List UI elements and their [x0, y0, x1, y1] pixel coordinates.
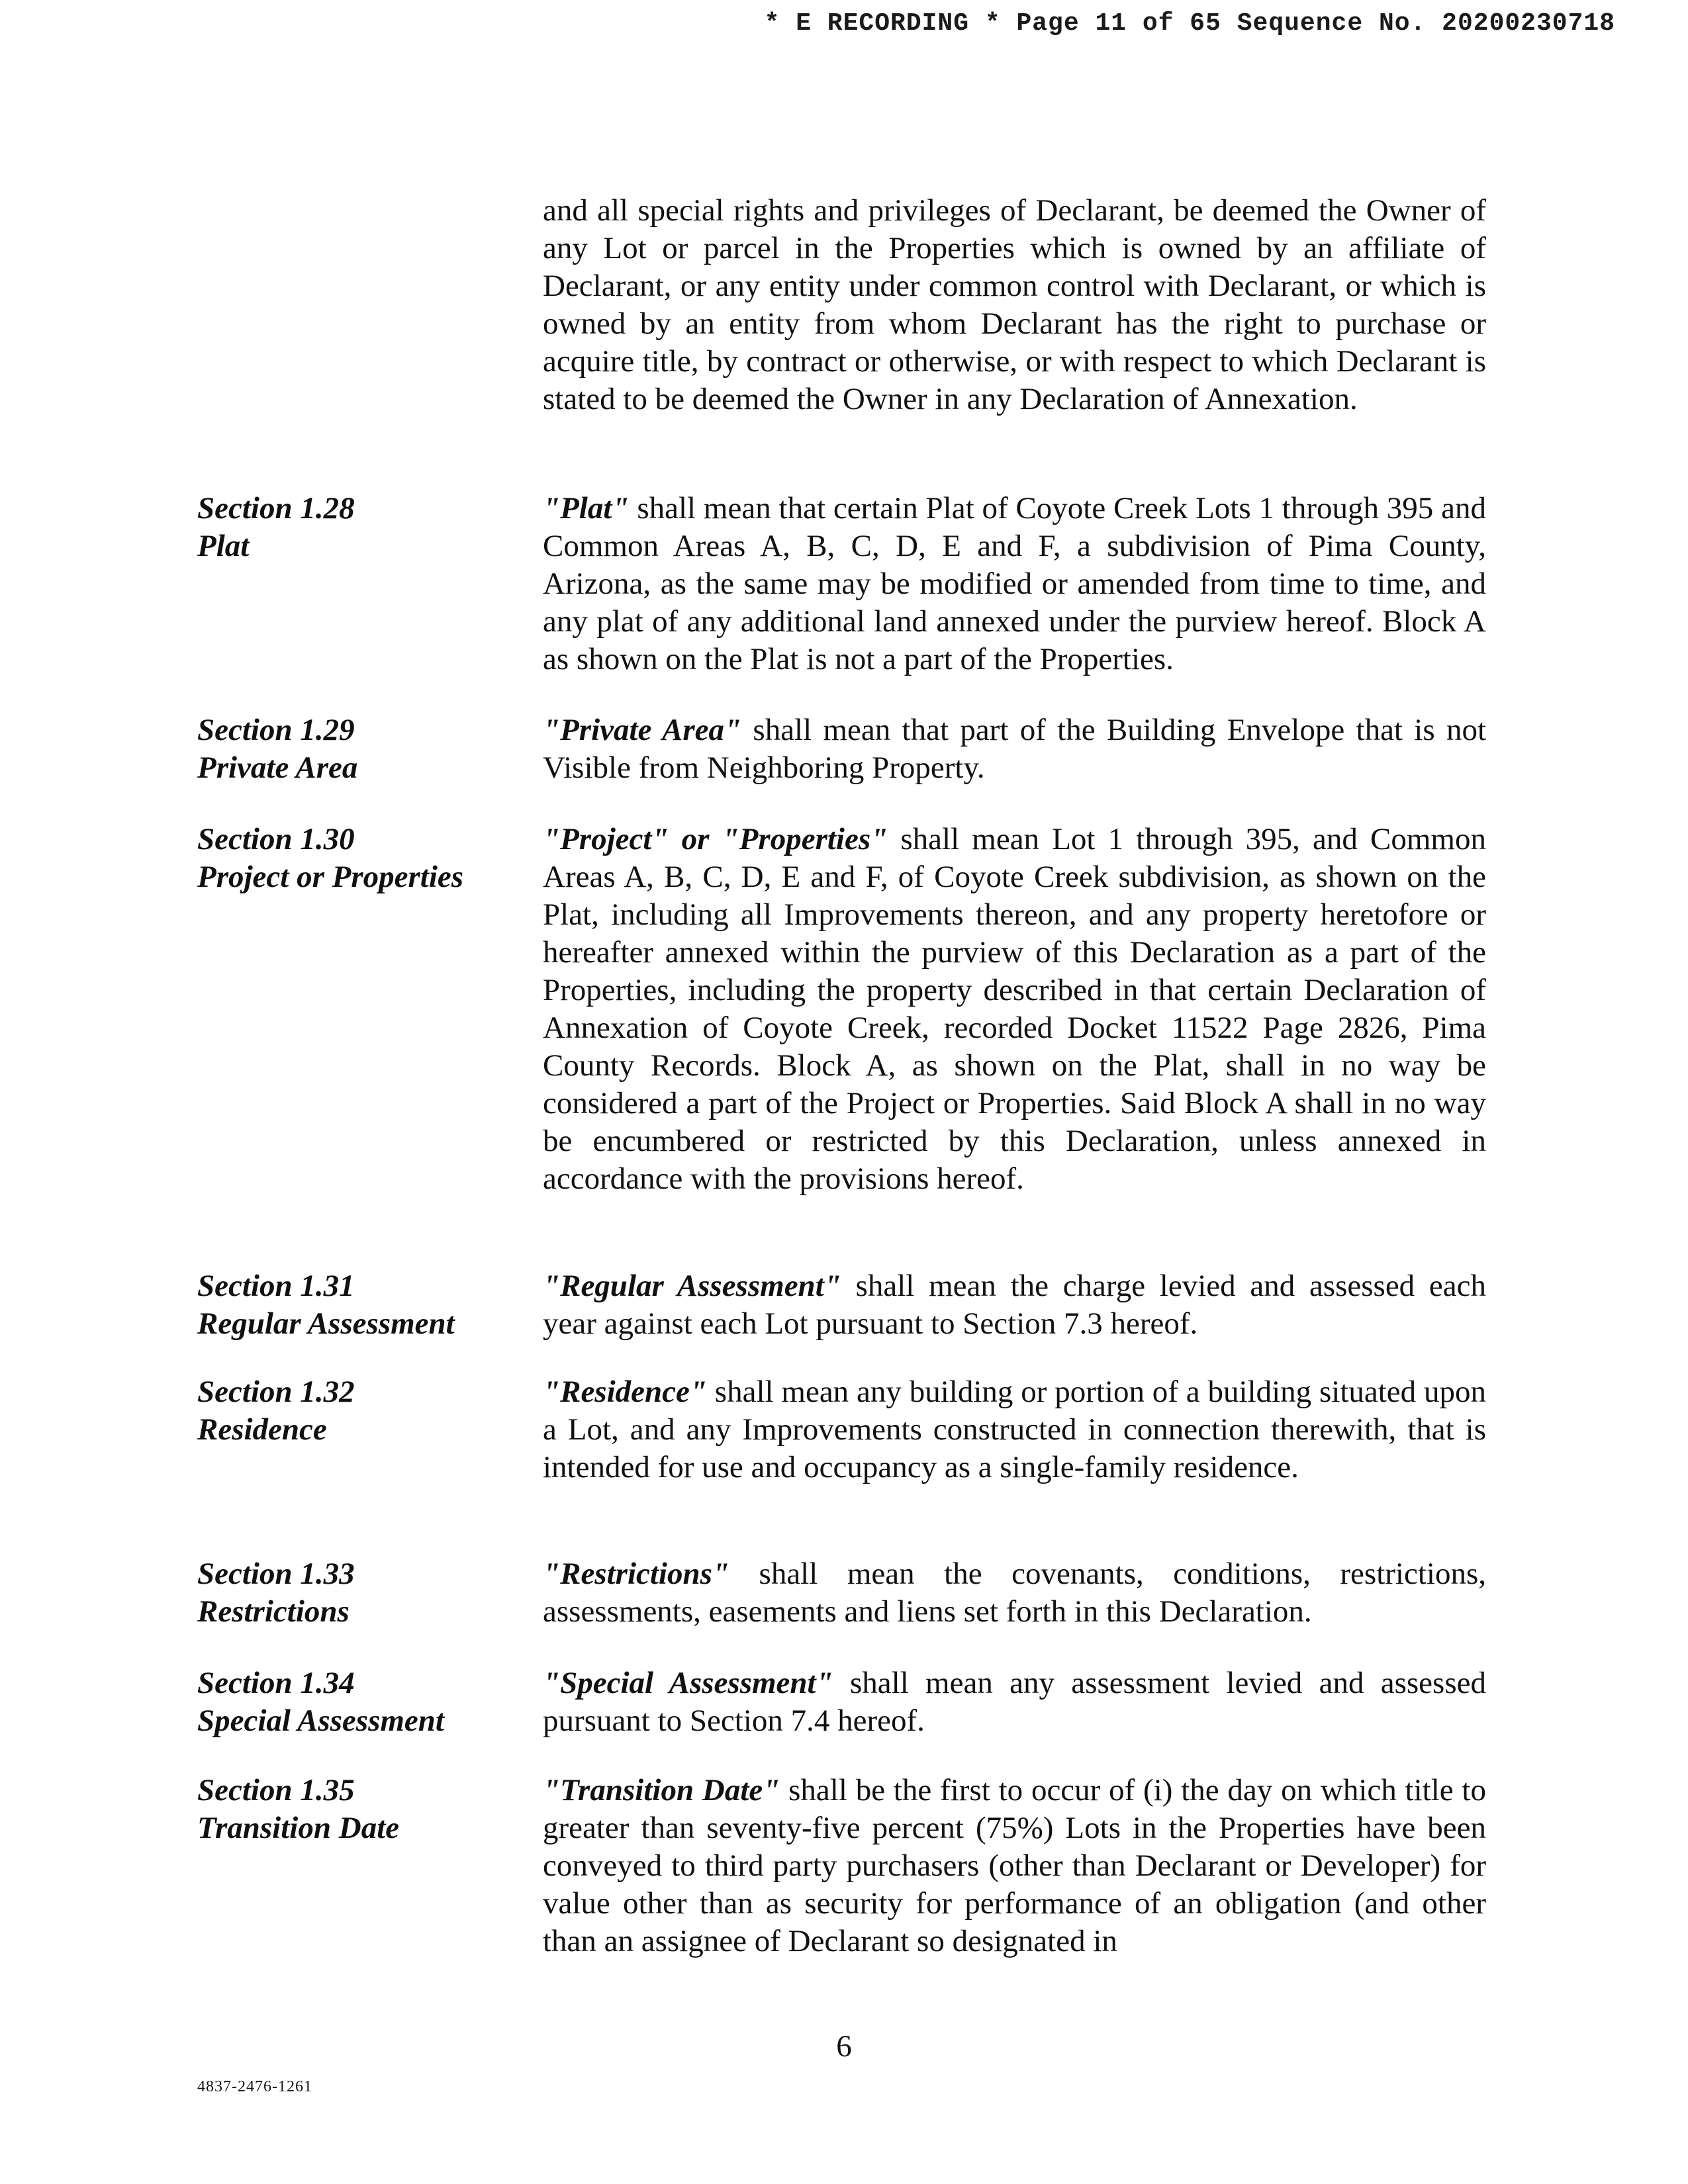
section-number: Section 1.29 — [197, 713, 355, 747]
definition-text: shall mean that part of the Building Envelope that is not Visible from Neighboring Property. — [543, 713, 1487, 785]
section-body — [543, 1373, 1486, 1486]
definition-text: shall mean any assessment levied and assessed pursuant to Section 7.4 hereof. — [543, 1666, 1486, 1738]
section-number: Section 1.28 — [197, 491, 355, 525]
section-body — [543, 1555, 1486, 1631]
section-title: Project or Properties — [197, 860, 464, 894]
section-body — [543, 490, 1486, 678]
definition-text: shall be the first to occur of (i) the day on which title to greater than seventy-five percent (75%) Lots in the Properties have been conveyed to third party purchasers (other than Declarant or Developer) for value other than as security for performance of an obligation (and other than an assignee of Declarant so designated in — [543, 1773, 1486, 1958]
section-title: Plat — [197, 529, 250, 563]
section-number: Section 1.35 — [197, 1773, 355, 1807]
defined-term: "Special Assessment" — [543, 1666, 833, 1700]
intro-paragraph: and all special rights and privileges of Declarant, be deemed the Owner of any Lot or parcel in the Properties which is owned by an affiliate of Declarant, or any entity under common control with Declarant, or which is owned by an entity from whom Declarant has the right to purchase or acquire title, by contract or otherwise, or with respect to which Declarant is stated to be deemed the Owner in any Declaration of Annexation. — [543, 193, 1486, 416]
document-id: 4837-2476-1261 — [197, 2078, 312, 2095]
section-title: Residence — [197, 1412, 327, 1447]
section-number: Section 1.32 — [197, 1375, 355, 1409]
definition-text: shall mean any building or portion of a building situated upon a Lot, and any Improvements constructed in connection therewith, that is intended for use and occupancy as a single-family residence. — [543, 1375, 1486, 1484]
defined-term: "Regular Assessment" — [543, 1269, 841, 1303]
section-label — [197, 821, 515, 896]
section-title: Private Area — [197, 751, 358, 785]
section-label — [197, 1267, 515, 1343]
defined-term: "Private Area" — [543, 713, 742, 747]
definition-text: shall mean the charge levied and assessed each year against each Lot pursuant to Section 7.3 hereof. — [543, 1269, 1486, 1341]
defined-term: "Restrictions" — [543, 1557, 729, 1591]
section-body — [543, 1664, 1486, 1740]
section-title: Special Assessment — [197, 1704, 444, 1738]
section-body — [543, 1772, 1486, 1960]
section-label — [197, 1772, 515, 1847]
section-title: Restrictions — [197, 1594, 350, 1629]
section-number: Section 1.33 — [197, 1557, 355, 1591]
definition-text: shall mean Lot 1 through 395, and Common Areas A, B, C, D, E and F, of Coyote Creek subdivision, as shown on the Plat, including all Improvements thereon, and any property heretofore or hereafter annexed within the purview of this Declaration as a part of the Properties, including the property described in that certain Declaration of Annexation of Coyote Creek, recorded Docket 11522 Page 2826, Pima County Records. Block A, as shown on the Plat, shall in no way be considered a part of the Project or Properties. Said Block A shall in no way be encumbered or restricted by this Declaration, unless annexed in accordance with the provisions hereof. — [543, 822, 1486, 1196]
section-label — [197, 1373, 515, 1449]
page-number: 6 — [836, 2029, 852, 2064]
section-number: Section 1.31 — [197, 1269, 355, 1303]
section-body — [543, 1267, 1486, 1343]
definition-text: shall mean the covenants, conditions, restrictions, assessments, easements and liens set forth in this Declaration. — [543, 1557, 1486, 1629]
definition-text: shall mean that certain Plat of Coyote Creek Lots 1 through 395 and Common Areas A, B, C, D, E and F, a subdivision of Pima County, Arizona, as the same may be modified or amended from time to time, and any plat of any additional land annexed under the purview hereof. Block A as shown on the Plat is not a part of the Properties. — [543, 491, 1486, 676]
recording-header: * E RECORDING * Page 11 of 65 Sequence No. 20200230718 — [764, 9, 1615, 38]
section-number: Section 1.30 — [197, 822, 355, 856]
defined-term: "Project" or "Properties" — [543, 822, 888, 856]
section-body — [543, 711, 1486, 787]
section-number: Section 1.34 — [197, 1666, 355, 1700]
section-label — [197, 1555, 515, 1631]
section-label — [197, 490, 515, 565]
defined-term: "Residence" — [543, 1375, 707, 1409]
section-title: Transition Date — [197, 1811, 400, 1845]
section-body — [543, 821, 1486, 1198]
defined-term: "Plat" — [543, 491, 630, 525]
section-title: Regular Assessment — [197, 1306, 455, 1341]
section-label — [197, 1664, 515, 1740]
section-label — [197, 711, 515, 787]
defined-term: "Transition Date" — [543, 1773, 780, 1807]
